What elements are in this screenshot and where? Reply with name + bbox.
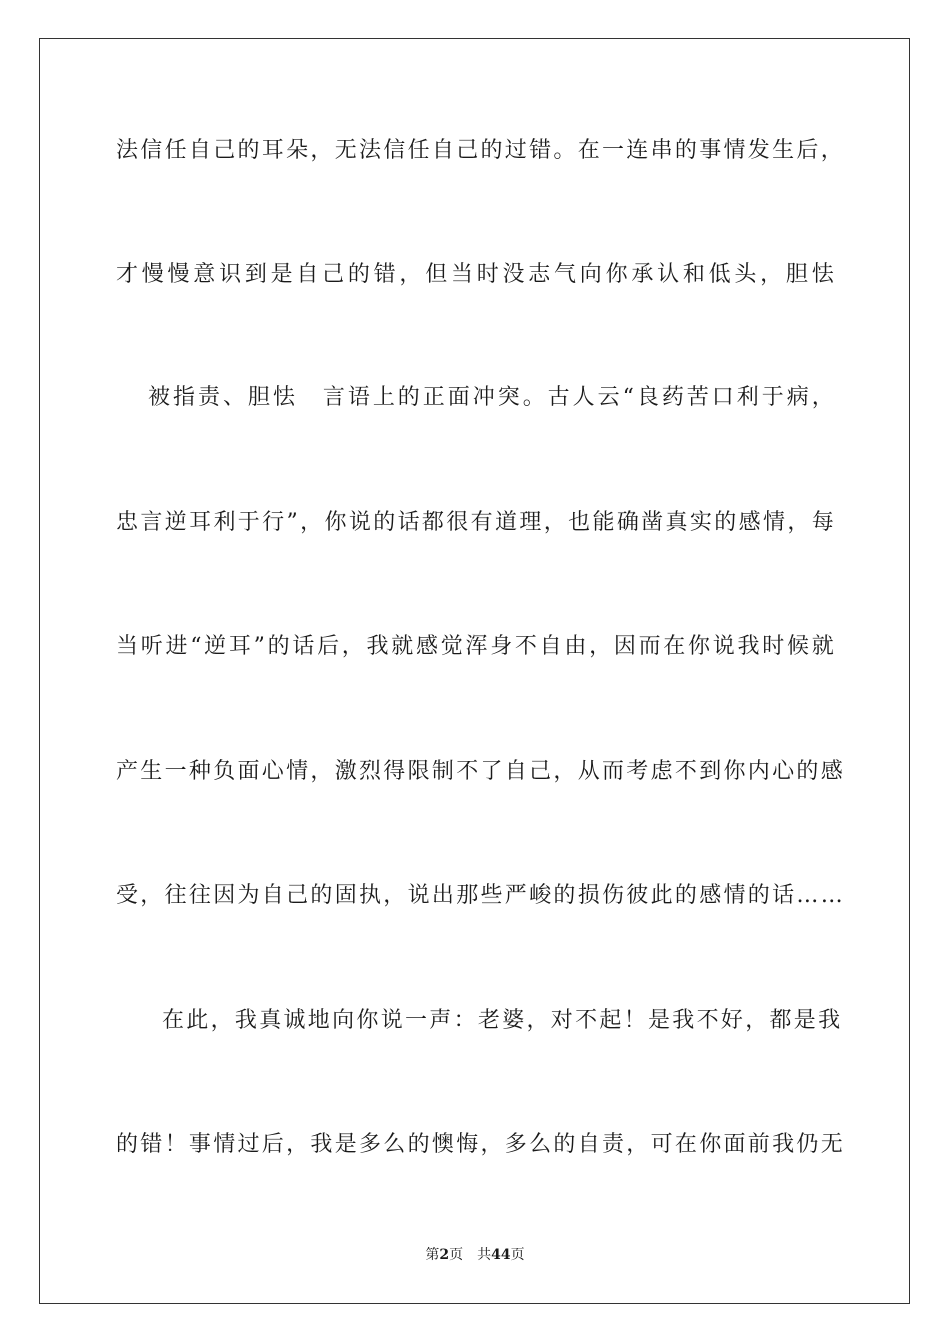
paragraph-line-9: 的错！事情过后，我是多么的懊悔，多么的自责，可在你面前我仍无 — [116, 1132, 846, 1157]
paragraph-line-5: 当听进“逆耳”的话后，我就感觉浑身不自由，因而在你说我时候就 — [116, 634, 836, 659]
paragraph-line-6: 产生一种负面心情，激烈得限制不了自己，从而考虑不到你内心的感 — [116, 759, 846, 784]
page-number: 2 — [439, 1247, 450, 1263]
page-footer — [0, 1245, 950, 1265]
total-suffix: 页 — [510, 1247, 525, 1263]
total-pages: 44 — [491, 1247, 511, 1263]
page-suffix: 页 — [449, 1247, 464, 1263]
paragraph-line-2: 才慢慢意识到是自己的错，但当时没志气向你承认和低头，胆怯 — [116, 262, 836, 287]
paragraph-line-3: 被指责、胆怯 言语上的正面冲突。古人云“良药苦口利于病， — [148, 385, 836, 410]
page-frame — [39, 38, 910, 1304]
paragraph-line-7: 受，往往因为自己的固执，说出那些严峻的损伤彼此的感情的话…… — [116, 883, 846, 908]
page-prefix: 第 — [425, 1247, 440, 1263]
total-prefix: 共 — [477, 1247, 492, 1263]
paragraph-line-1: 法信任自己的耳朵，无法信任自己的过错。在一连串的事情发生后， — [116, 138, 846, 163]
paragraph-line-4: 忠言逆耳利于行”，你说的话都很有道理，也能确凿真实的感情，每 — [116, 510, 836, 535]
paragraph-line-8: 在此，我真诚地向你说一声：老婆，对不起！是我不好，都是我 — [162, 1008, 843, 1033]
